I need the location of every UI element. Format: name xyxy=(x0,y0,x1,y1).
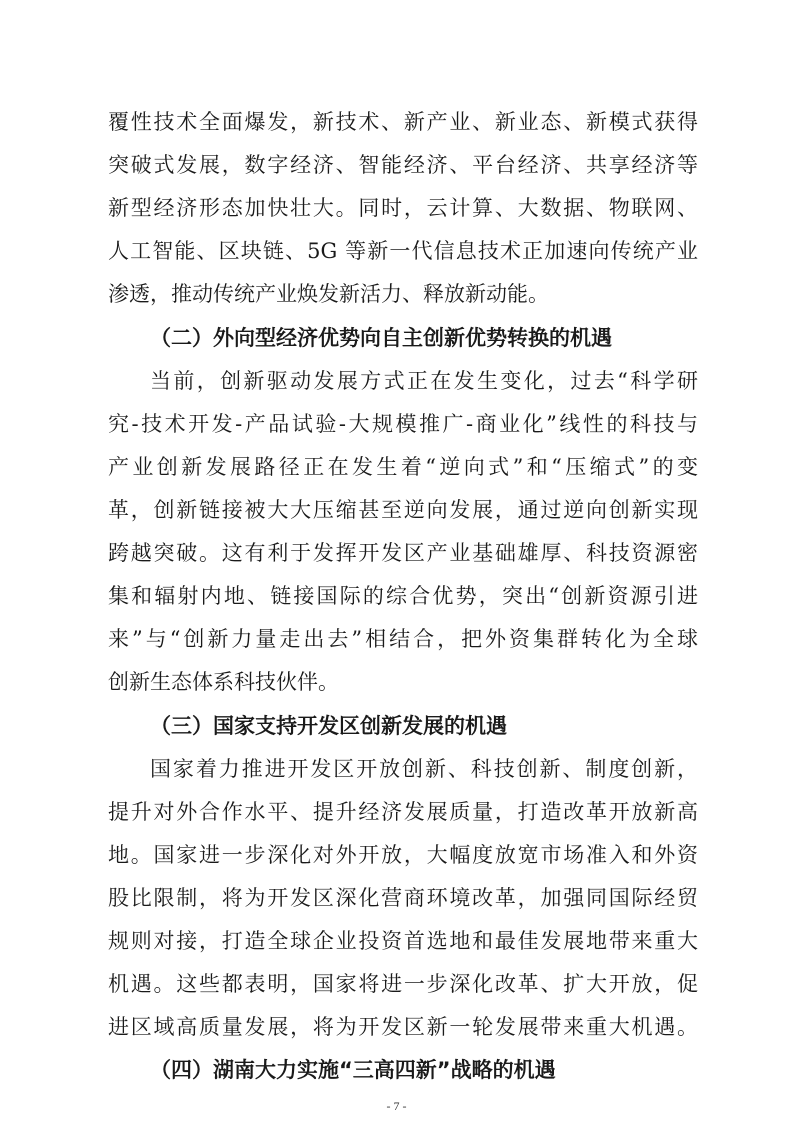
paragraph-line: 进区域高质量发展，将为开发区新一轮发展带来重大机遇。 xyxy=(108,1015,698,1039)
paragraph-line: 创新生态体系科技伙伴。 xyxy=(108,670,339,694)
paragraph-line: 机遇。这些都表明，国家将进一步深化改革、扩大开放，促 xyxy=(108,972,698,996)
paragraph-line: 人工智能、区块链、5G 等新一代信息技术正加速向传统产业 xyxy=(108,239,698,263)
paragraph-line: 提升对外合作水平、提升经济发展质量，打造改革开放新高 xyxy=(108,800,698,824)
paragraph-line: 国家着力推进开发区开放创新、科技创新、制度创新， xyxy=(150,757,698,781)
section-heading-3: （三）国家支持开发区创新发展的机遇 xyxy=(150,714,507,738)
paragraph-line: 来”与“创新力量走出去”相结合，把外资集群转化为全球 xyxy=(108,627,698,651)
paragraph-line: 集和辐射内地、链接国际的综合优势，突出“创新资源引进 xyxy=(108,584,698,608)
paragraph-line: 覆性技术全面爆发，新技术、新产业、新业态、新模式获得 xyxy=(108,110,698,134)
page-number: - 7 - xyxy=(386,1099,407,1113)
section-heading-4: （四）湖南大力实施“三高四新”战略的机遇 xyxy=(150,1058,556,1082)
section-heading-2: （二）外向型经济优势向自主创新优势转换的机遇 xyxy=(150,326,612,350)
paragraph-line: 究-技术开发-产品试验-大规模推广-商业化”线性的科技与 xyxy=(108,412,698,436)
paragraph-line: 规则对接，打造全球企业投资首选地和最佳发展地带来重大 xyxy=(108,929,698,953)
paragraph-line: 革，创新链接被大大压缩甚至逆向发展，通过逆向创新实现 xyxy=(108,498,698,522)
paragraph-line: 地。国家进一步深化对外开放，大幅度放宽市场准入和外资 xyxy=(108,843,698,867)
paragraph-line: 当前，创新驱动发展方式正在发生变化，过去“科学研 xyxy=(150,369,698,393)
paragraph-line: 新型经济形态加快壮大。同时，云计算、大数据、物联网、 xyxy=(108,196,698,220)
paragraph-line: 跨越突破。这有利于发挥开发区产业基础雄厚、科技资源密 xyxy=(108,541,698,565)
paragraph-line: 渗透，推动传统产业焕发新活力、释放新动能。 xyxy=(108,282,549,306)
paragraph-line: 产业创新发展路径正在发生着“逆向式”和“压缩式”的变 xyxy=(108,455,698,479)
paragraph-line: 股比限制，将为开发区深化营商环境改革，加强同国际经贸 xyxy=(108,886,698,910)
paragraph-line: 突破式发展，数字经济、智能经济、平台经济、共享经济等 xyxy=(108,153,698,177)
